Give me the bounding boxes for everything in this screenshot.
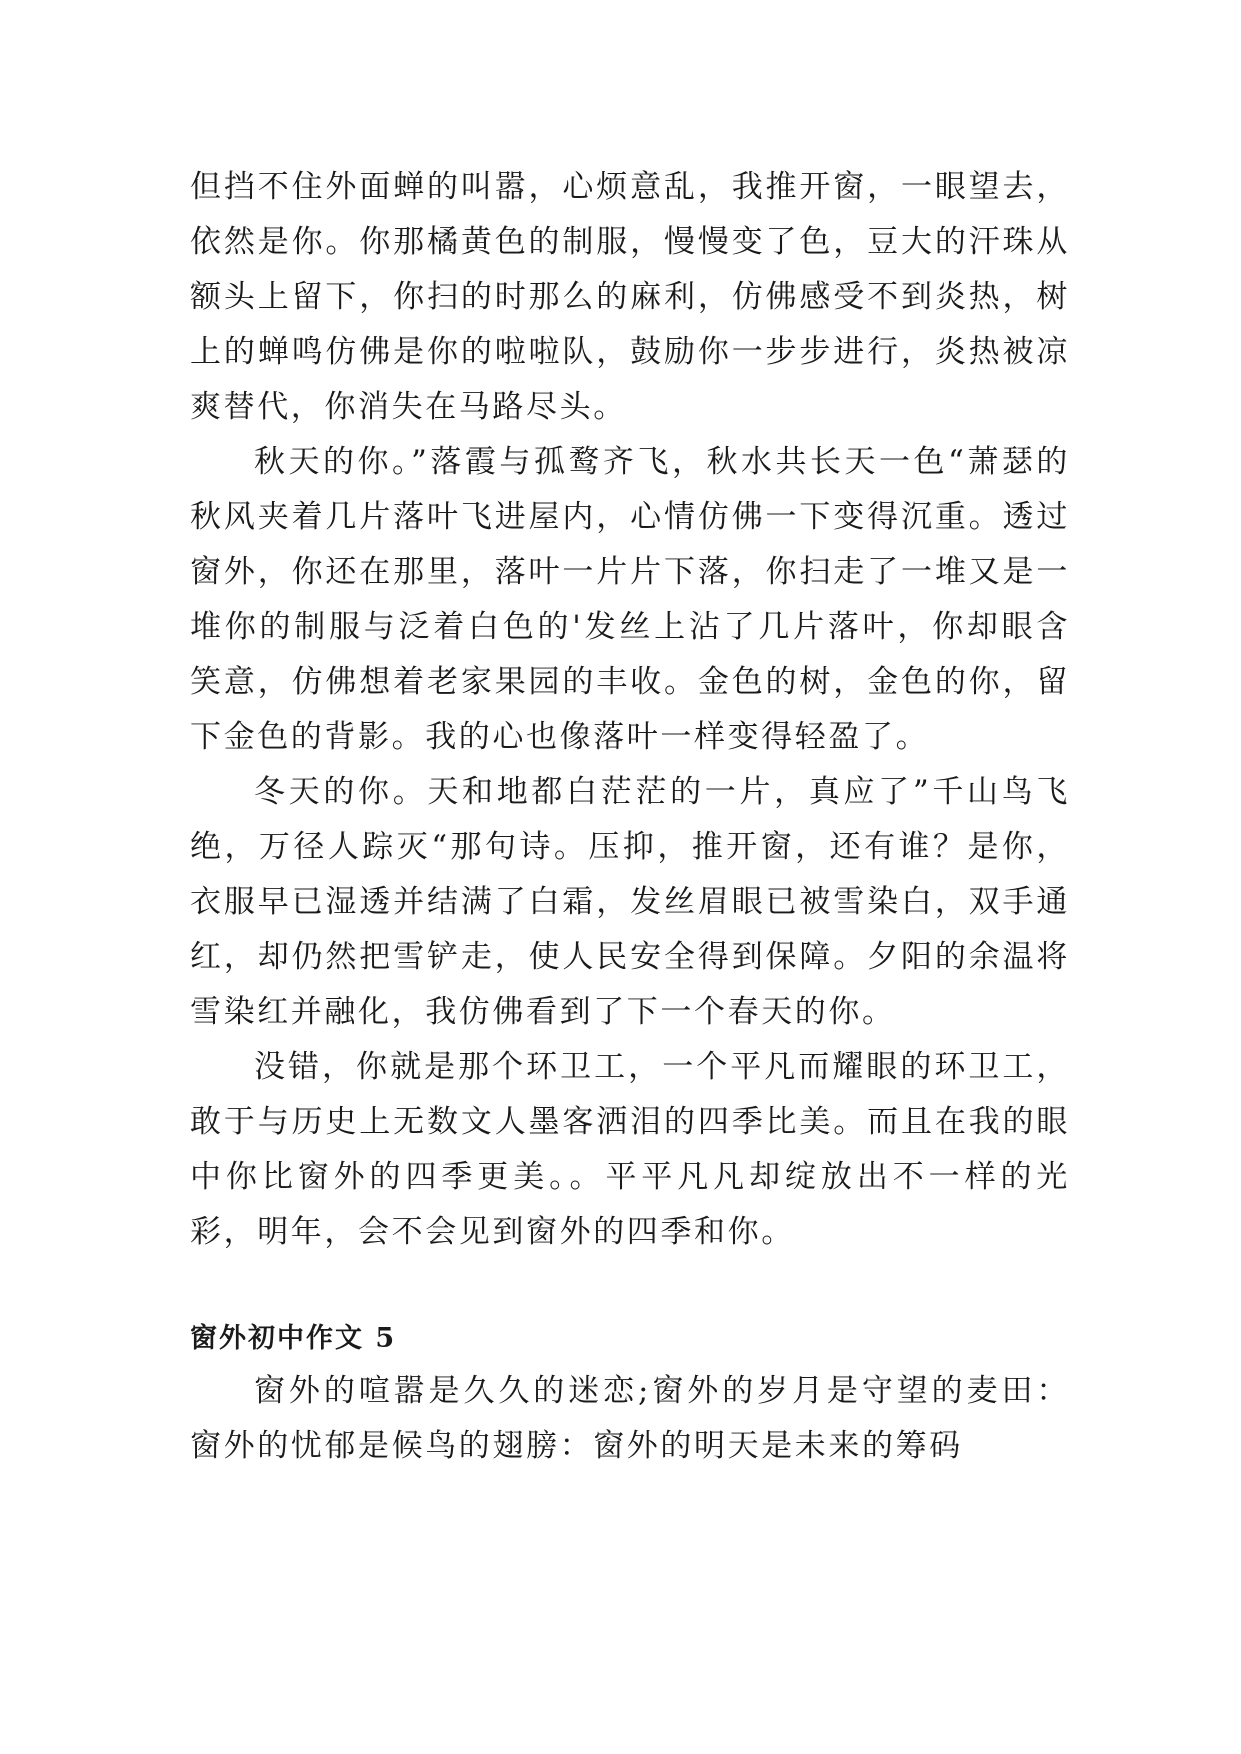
document-page (190, 160, 1070, 1474)
paragraph-conclusion: 没错，你就是那个环卫工，一个平凡而耀眼的环卫工，敢于与历史上无数文人墨客洒泪的四季比美。而且在我的眼中你比窗外的四季更美。。平平凡凡却绽放出不一样的光彩，明年，会不会见到窗外的四季和你。 (190, 1049, 1070, 1250)
paragraph-autumn: 秋天的你。”落霞与孤鹜齐飞，秋水共长天一色“萧瑟的秋风夹着几片落叶飞进屋内，心情仿佛一下变得沉重。透过窗外，你还在那里，落叶一片片下落，你扫走了一堆又是一堆你的制服与泛着白色的'发丝上沾了几片落叶，你却眼含笑意，仿佛想着老家果园的丰收。金色的树，金色的你，留下金色的背影。我的心也像落叶一样变得轻盈了。 (190, 444, 1070, 755)
section-paragraph: 窗外的喧嚣是久久的迷恋;窗外的岁月是守望的麦田：窗外的忧郁是候鸟的翅膀：窗外的明天是未来的筹码 (190, 1373, 1070, 1464)
paragraph-summer: 但挡不住外面蝉的叫嚣，心烦意乱，我推开窗，一眼望去，依然是你。你那橘黄色的制服，慢慢变了色，豆大的汗珠从额头上留下，你扫的时那么的麻利，仿佛感受不到炎热，树上的蝉鸣仿佛是你的啦啦队，鼓励你一步步进行，炎热被凉爽替代，你消失在马路尽头。 (190, 169, 1070, 425)
paragraph-winter: 冬天的你。天和地都白茫茫的一片，真应了”千山鸟飞绝，万径人踪灭“那句诗。压抑，推开窗，还有谁？是你，衣服早已湿透并结满了白霜，发丝眉眼已被雪染白，双手通红，却仍然把雪铲走，使人民安全得到保障。夕阳的余温将雪染红并融化，我仿佛看到了下一个春天的你。 (190, 774, 1070, 1030)
section-title: 窗外初中作文 5 (190, 1323, 397, 1354)
